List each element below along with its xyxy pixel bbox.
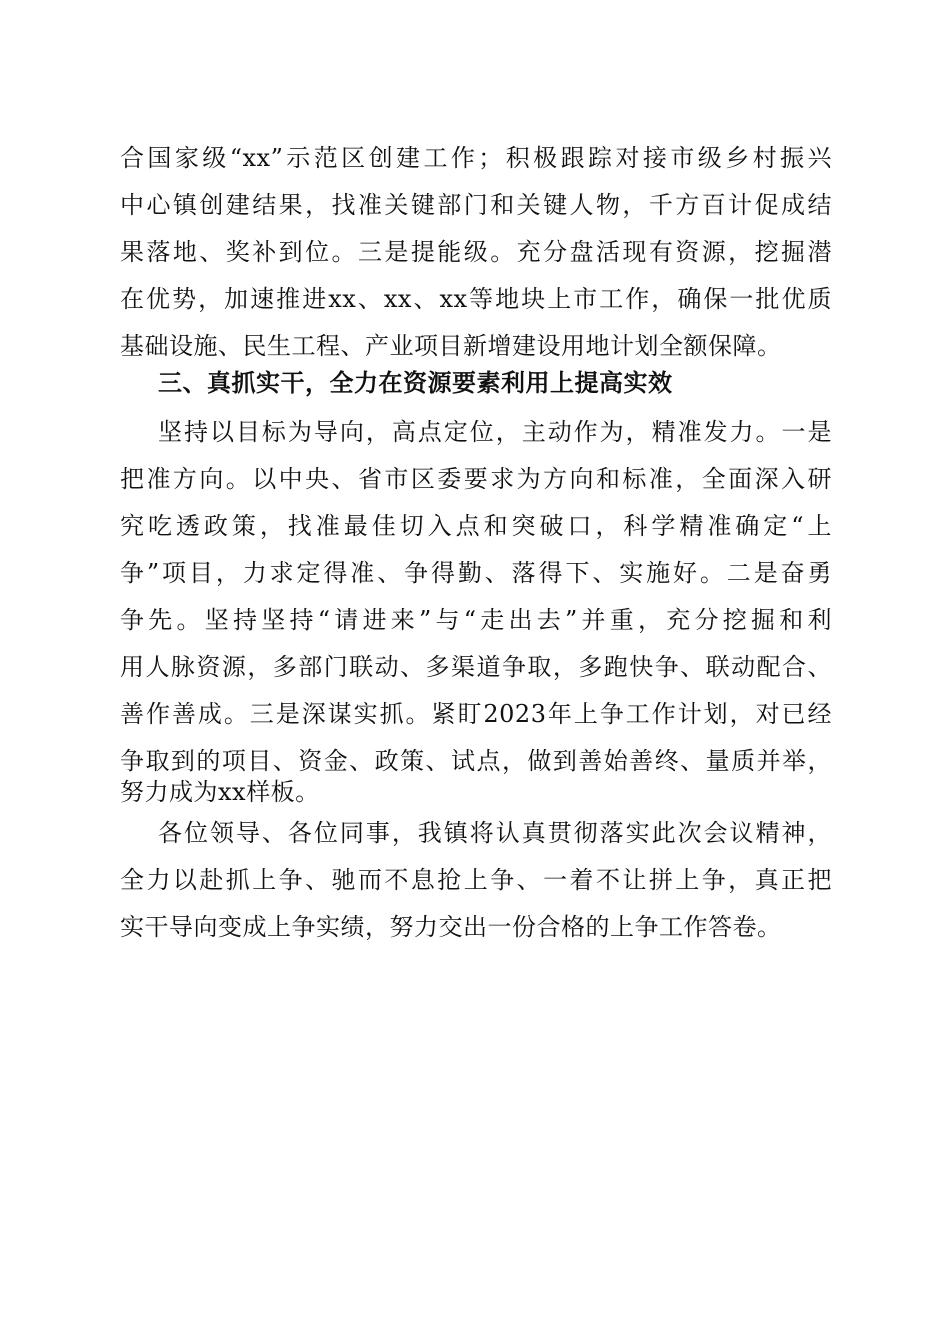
paragraph-line: 用人脉资源，多部门联动、多渠道争取，多跑快争、联动配合、 — [120, 653, 832, 681]
paragraph-line: 究吃透政策，找准最佳切入点和突破口，科学精准确定“上 — [120, 512, 832, 540]
paragraph-line: 把准方向。以中央、省市区委要求为方向和标准，全面深入研 — [120, 465, 832, 493]
paragraph-line: 中心镇创建结果，找准关键部门和关键人物，千方百计促成结 — [120, 191, 832, 219]
paragraph-line: 全力以赴抓上争、驰而不息抢上争、一着不让拼上争，真正把 — [120, 866, 832, 894]
paragraph-line: 在优势，加速推进xx、xx、xx等地块上市工作，确保一批优质 — [120, 285, 832, 313]
paragraph-line: 实干导向变成上争实绩，努力交出一份合格的上争工作答卷。 — [120, 913, 782, 941]
paragraph-line: 合国家级“xx”示范区创建工作；积极跟踪对接市级乡村振兴 — [120, 144, 832, 172]
paragraph-line: 果落地、奖补到位。三是提能级。充分盘活现有资源，挖掘潜 — [120, 238, 832, 266]
paragraph-line: 基础设施、民生工程、产业项目新增建设用地计划全额保障。 — [120, 332, 782, 360]
section-heading: 三、真抓实干，全力在资源要素利用上提高实效 — [158, 369, 673, 397]
paragraph-line: 争先。坚持坚持“请进来”与“走出去”并重，充分挖掘和利 — [120, 606, 832, 634]
paragraph-line: 坚持以目标为导向，高点定位，主动作为，精准发力。一是 — [158, 418, 832, 446]
paragraph-line: 争取到的项目、资金、政策、试点，做到善始善终、量质并举， — [120, 747, 832, 775]
paragraph-line: 争”项目，力求定得准、争得勤、落得下、实施好。二是奋勇 — [120, 559, 832, 587]
paragraph-line: 各位领导、各位同事，我镇将认真贯彻落实此次会议精神， — [158, 819, 832, 847]
paragraph-line: 善作善成。三是深谋实抓。紧盯2023年上争工作计划，对已经 — [120, 700, 832, 728]
paragraph-line: 努力成为xx样板。 — [120, 778, 320, 806]
